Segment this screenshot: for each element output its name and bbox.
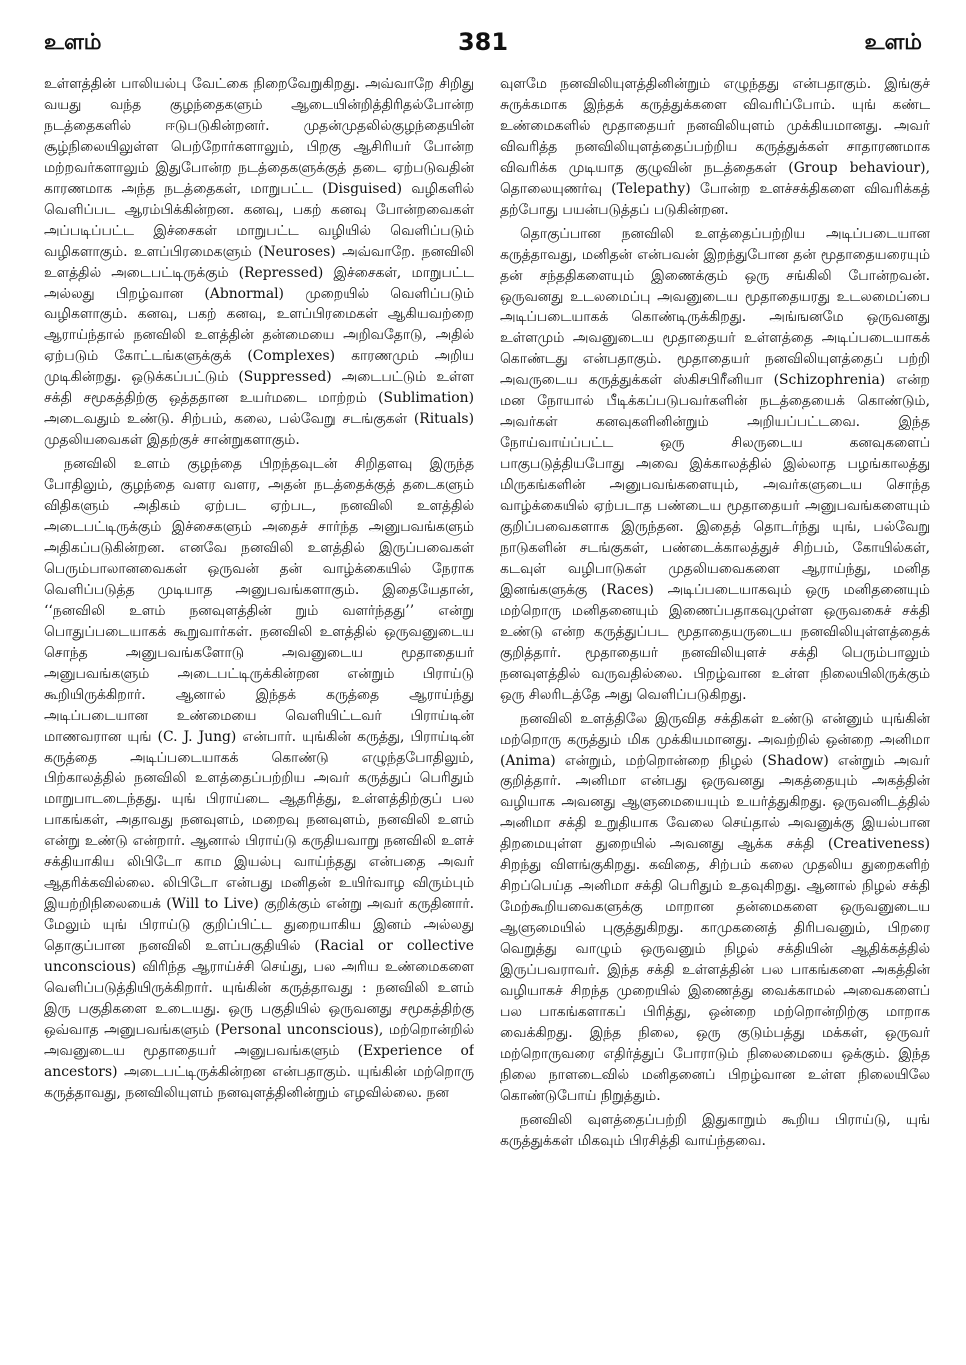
page-header xyxy=(44,30,922,64)
right-column xyxy=(500,74,930,1344)
paragraph: நனவிலி வுளத்தைப்பற்றி இதுகாறும் கூறிய பிராய்டு, யுங் கருத்துக்கள் மிகவும் பிரசித்தி வாய்ந்தவை. xyxy=(500,1111,930,1149)
left-column xyxy=(44,74,474,1344)
page-number: 381 xyxy=(457,28,509,56)
paragraph: வுளமே நனவிலியுளத்தினின்றும் எழுந்தது என்பதாகும். இங்குச் சுருக்கமாக இந்தக் கருத்துக்களை விவரிப்போம். யுங் கண்ட உண்மைகளில் மூதாதையர் நனவிலியுளம் முக்கியமானது. அவர் விவரித்த நனவிலியுளத்தைப்பற்றிய கருத்துக்கள் சாதாரணமாக விவரிக்க முடியாத குழுவின் நடத்தைகள் (Group behaviour), தொலையுணர்வு (Telepathy) போன்ற உளச்சக்திகளை விவரிக்கத் தற்போது பயன்படுத்தப் படுகின்றன. xyxy=(500,76,930,218)
paragraph: நனவிலி உளத்திலே இருவித சக்திகள் உண்டு என்னும் யுங்கின் மற்றொரு கருத்தும் மிக முக்கியமானது. அவற்றில் ஒன்றை அனிமா (Anima) என்றும், மற்றொன்றை நிழல் (Shadow) என்றும் அவர் குறித்தார். அனிமா என்பது ஒருவனது அகத்தையும் அகத்தின் வழியாக அவனது ஆளுமையையும் உயர்த்துகிறது. ஒருவனிடத்தில் அனிமா சக்தி உறுதியாக வேலை செய்தால் அவனுக்கு இயல்பான திறமையுள்ள துறையில் அவனது ஆக்க சக்தி (Creativeness) சிறந்து விளங்குகிறது. கவிதை, சிற்பம் கலை முதலிய துறைகளிற் சிறப்பெய்த அனிமா சக்தி பெரிதும் உதவுகிறது. ஆனால் நிழல் சக்தி மேற்கூறியவைகளுக்கு மாறான தன்மைகளை ஒருவனுடைய ஆளுமையில் புகுத்துகிறது. காமுகனைத் திரிபவனும், பிறரை வெறுத்து வாழும் ஒருவனும் நிழல் சக்தியின் ஆதிக்கத்தில் இருப்பவராவர். இந்த சக்தி உள்ளத்தின் பல பாகங்களை அகத்தின் வழியாகச் சிறந்த முறையில் இணைத்து வைக்காமல் அவைகளைப் பல பாகங்களாகப் பிரித்து, ஒன்றை மற்றொன்றிற்கு மாறாக வைக்கிறது. இந்த நிலை, ஒரு குடும்பத்து மக்கள், ஒருவர் மற்றொருவரை எதிர்த்துப் போராடும் நிலைமையை ஒக்கும். இந்த நிலை நாளடைவில் மனிதனைப் பிறழ்வான உள்ள நிலையிலே கொண்டுபோய் நிறுத்தும். xyxy=(500,710,930,1104)
header-left-title: உளம் xyxy=(44,30,102,55)
header-right-title: உளம் xyxy=(864,30,922,55)
paragraph: உள்ளத்தின் பாலியல்பு வேட்கை நிறைவேறுகிறது. அவ்வாறே சிறிது வயது வந்த குழந்தைகளும் ஆடையின்றித்திரிதல்போன்ற நடத்தைகளில் ஈடுபடுகின்றனர். முதன்முதலில்குழந்தையின் சூழ்நிலையிலுள்ள பெற்றோர்களாலும், பிறகு ஆசிரியர் போன்ற மற்றவர்களாலும் இதுபோன்ற நடத்தைகளுக்குத் தடை ஏற்படுவதின் காரணமாக அந்த நடத்தைகள், மாறுபட்ட (Disguised) வழிகளில் வெளிப்பட ஆரம்பிக்கின்றன. கனவு, பகற் கனவு போன்றவைகள் அப்படிப்பட்ட இச்சைகள் மாறுபட்ட வழியில் வெளிப்படும் வழிகளாகும். உளப்பிரமைகளும் (Neuroses) அவ்வாறே. நனவிலி உளத்தில் அடைபட்டிருக்கும் (Repressed) இச்சைகள், மாறுபட்ட அல்லது பிறழ்வான (Abnormal) முறையில் வெளிப்படும் வழிகளாகும். கனவு, பகற் கனவு, உளப்பிரமைகள் ஆகியவற்றை ஆராய்ந்தால் நனவிலி உளத்தின் தன்மையை அறிவதோடு, அதில் ஏற்படும் கோட்டங்களுக்குக் (Complexes) காரணமும் அறிய முடிகின்றது. ஒடுக்கப்பட்டும் (Suppressed) அடைபட்டும் உள்ள சக்தி சமூகத்திற்கு ஒத்ததான உயர்மடை மாற்றம் (Sublimation) அடைவதும் உண்டு. சிற்பம், கலை, பல்வேறு சடங்குகள் (Rituals) முதலியவைகள் இதற்குச் சான்றுகளாகும். xyxy=(44,76,474,449)
paragraph: நனவிலி உளம் குழந்தை பிறந்தவுடன் சிறிதளவு இருந்த போதிலும், குழந்தை வளர வளர, அதன் நடத்தைக்குத் தடைகளும் விதிகளும் அதிகம் ஏற்பட ஏற்பட, நனவிலி உளத்தில் அடைபட்டிருக்கும் இச்சைகளும் அதைச் சார்ந்த அனுபவங்களும் அதிகப்படுகின்றன. எனவே நனவிலி உளத்தில் இருப்பவைகள் பெரும்பாலானவைகள் ஒருவன் தன் வாழ்க்கையில் நேராக வெளிப்படுத்த முடியாத அனுபவங்களாகும். இதையேதான், ‘‘நனவிலி உளம் நனவுளத்தின் றும் வளர்ந்தது’’ என்று பொதுப்படையாகக் கூறுவார்கள். நனவிலி உளத்தில் ஒருவனுடைய சொந்த அனுபவங்களோடு அவனுடைய மூதாதையர் அனுபவங்களும் அடைபட்டிருக்கின்றன என்றும் பிராய்டு கூறியிருக்கிறார். ஆனால் இந்தக் கருத்தை ஆராய்ந்து அடிப்படையான உண்மையை வெளியிட்டவர் பிராய்டின் மாணவரான யுங் (C. J. Jung) என்பார். யுங்கின் கருத்து, பிராய்டின் கருத்தை அடிப்படையாகக் கொண்டு எழுந்தபோதிலும், பிற்காலத்தில் நனவிலி உளத்தைப்பற்றிய அவர் கருத்துப் பெரிதும் மாறுபாடடைந்தது. யுங் பிராய்டை ஆதரித்து, உள்ளத்திற்குப் பல பாகங்கள், அதாவது நனவுளம், மறைவு நனவுளம், நனவிலி உளம் என்று உண்டு என்றார். ஆனால் பிராய்டு கருதியவாறு நனவிலி உளச் சக்தியாகிய லிபிடோ காம இயல்பு வாய்ந்தது என்பதை அவர் ஆதரிக்கவில்லை. லிபிடோ என்பது மனிதன் உயிர்வாழ விரும்பும் இயற்றிநிலையைக் (Will to Live) குறிக்கும் என்று அவர் கருதினார். மேலும் யுங் பிராய்டு குறிப்பிட்ட துறையாகிய இனம் அல்லது தொகுப்பான நனவிலி உளப்பகுதியில் (Racial or collective unconscious) விரிந்த ஆராய்ச்சி செய்து, பல அரிய உண்மைகளை வெளிப்படுத்தியிருக்கிறார். யுங்கின் கருத்தாவது : நனவிலி உளம் இரு பகுதிகளை உடையது. ஒரு பகுதியில் ஒருவனது சமூகத்திற்கு ஒவ்வாத அனுபவங்களும் (Personal unconscious), மற்றொன்றில் அவனுடைய மூதாதையர் அனுபவங்களும் (Experience of ancestors) அடைபட்டிருக்கின்றன என்பதாகும். யுங்கின் மற்றொரு கருத்தாவது, நனவிலியுளம் நனவுளத்தினின்றும் எழவில்லை. நன xyxy=(44,456,474,1101)
paragraph: தொகுப்பான நனவிலி உளத்தைப்பற்றிய அடிப்படையான கருத்தாவது, மனிதன் என்பவன் இறந்துபோன தன் மூதாதையரையும் தன் சந்ததிகளையும் இணைக்கும் ஒரு சங்கிலி போன்றவன். ஒருவனது உடலமைப்பு அவனுடைய மூதாதையரது உடலமைப்பை அடிப்படையாகக் கொண்டிருக்கிறது. அங்ஙனமே ஒருவனது உள்ளமும் அவனுடைய மூதாதையர் உள்ளத்தை அடிப்படையாகக் கொண்டது என்பதாகும். மூதாதையர் நனவிலியுளத்தைப் பற்றி அவருடைய கருத்துக்கள் ஸ்கிசபிரீனியா (Schizophrenia) என்ற மன நோயால் பீடிக்கப்படுபவர்களின் நடத்தையைக் கொண்டும், அவர்கள் கனவுகளினின்றும் அறியப்பட்டவை. இந்த நோய்வாய்ப்பட்ட ஒரு சிலருடைய கனவுகளைப் பாகுபடுத்தியபோது அவை இக்காலத்தில் இல்லாத பழங்காலத்து மிருகங்களின் அனுபவங்களையும், அவர்களுடைய சொந்த வாழ்க்கையில் ஏற்படாத பண்டைய மூதாதையர் அனுபவங்களையும் குறிப்பவைகளாக இருந்தன. இதைத் தொடர்ந்து யுங், பல்வேறு நாடுகளின் சடங்குகள், பண்டைக்காலத்துச் சிற்பம், கோயில்கள், கடவுள் வழிபாடுகள் முதலியவைகளை ஆராய்ந்து, மனித இனங்களுக்கு (Races) அடிப்படையாகவும் ஒரு மனிதனையும் மற்றொரு மனிதனையும் இணைப்பதாகவுமுள்ள ஒருவகைச் சக்தி உண்டு என்ற கருத்துப்பட மூதாதையருடைய நனவிலியுள்ளத்தைக் குறித்தார். மூதாதையர் நனவிலியுளச் சக்தி பெரும்பாலும் நனவுளத்தில் வருவதில்லை. பிறழ்வான உள்ள நிலையிலிருக்கும் ஒரு சிலரிடத்தே அது வெளிப்படுகிறது. xyxy=(500,225,930,703)
